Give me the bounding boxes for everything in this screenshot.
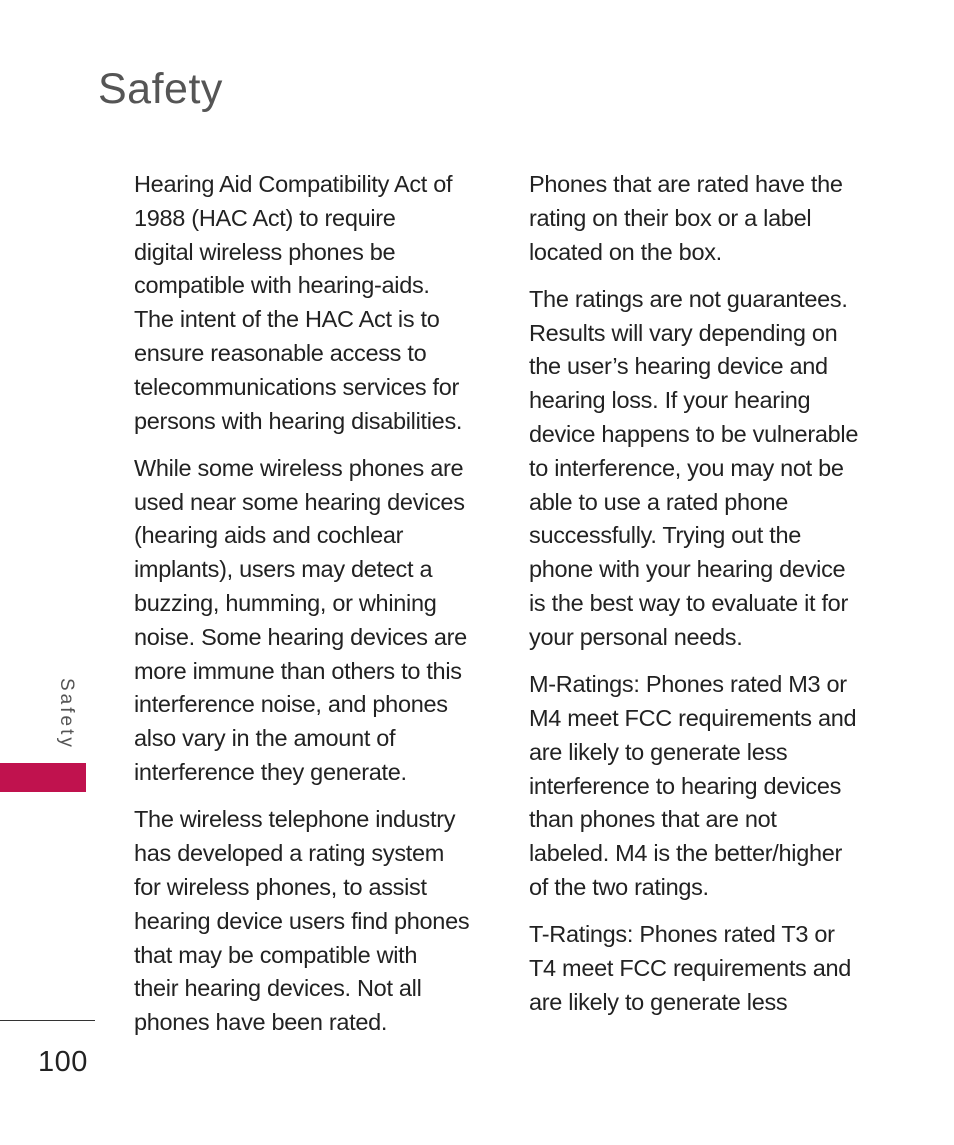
text-line: 1988 (HAC Act) to require — [134, 204, 396, 231]
text-line: are likely to generate less — [529, 738, 788, 765]
text-line: Hearing Aid Compatibility Act of — [134, 171, 453, 197]
text-line: used near some hearing devices — [134, 488, 465, 515]
paragraph — [134, 452, 496, 790]
text-line: While some wireless phones are — [134, 454, 464, 481]
text-line: phones have been rated. — [134, 1009, 388, 1036]
paragraph — [529, 668, 891, 905]
text-line: The ratings are not guarantees. — [529, 285, 848, 312]
text-line: interference to hearing devices — [529, 772, 842, 799]
text-line: interference noise, and phones — [134, 691, 448, 718]
text-line: implants), users may detect a — [134, 556, 433, 583]
paragraph — [529, 168, 891, 269]
text-line: also vary in the amount of — [134, 725, 396, 752]
text-line: hearing device users find phones — [134, 907, 470, 934]
side-section-label: Safety — [56, 678, 77, 750]
text-line: telecommunications services for — [134, 373, 460, 400]
text-line: persons with hearing disabilities. — [134, 407, 463, 434]
text-line: device happens to be vulnerable — [529, 421, 859, 448]
text-line: buzzing, humming, or whining — [134, 590, 437, 617]
text-line: to interference, you may not be — [529, 454, 844, 481]
text-line: phone with your hearing device — [529, 556, 846, 583]
text-line: interference they generate. — [134, 759, 407, 786]
text-line: that may be compatible with — [134, 941, 418, 968]
text-line: M-Ratings: Phones rated M3 or — [529, 671, 847, 698]
text-line: than phones that are not — [529, 806, 777, 833]
page-title: Safety — [98, 65, 223, 113]
text-line: located on the box. — [529, 238, 722, 265]
paragraph — [134, 803, 496, 1040]
text-line: hearing loss. If your hearing — [529, 387, 811, 414]
text-line: ensure reasonable access to — [134, 339, 427, 366]
text-line: The intent of the HAC Act is to — [134, 306, 440, 333]
text-line: Results will vary depending on — [529, 319, 838, 346]
text-line: The wireless telephone industry — [134, 806, 456, 833]
paragraph — [529, 283, 891, 655]
text-line: is the best way to evaluate it for — [529, 590, 848, 617]
text-line: noise. Some hearing devices are — [134, 623, 467, 650]
footer-divider — [0, 1020, 95, 1021]
text-line: successfully. Trying out the — [529, 522, 801, 549]
text-line: of the two ratings. — [529, 873, 709, 900]
text-line: your personal needs. — [529, 623, 743, 650]
text-line: (hearing aids and cochlear — [134, 522, 404, 549]
text-line: for wireless phones, to assist — [134, 873, 427, 900]
text-line: their hearing devices. Not all — [134, 975, 422, 1002]
text-line: able to use a rated phone — [529, 488, 789, 515]
text-line: T-Ratings: Phones rated T3 or — [529, 921, 835, 948]
section-tab-marker — [0, 763, 86, 792]
text-line: has developed a rating system — [134, 840, 445, 867]
left-text-column — [134, 168, 496, 1053]
text-line: the user’s hearing device and — [529, 353, 828, 380]
text-line: more immune than others to this — [134, 657, 462, 684]
text-line: compatible with hearing-aids. — [134, 272, 430, 299]
paragraph — [529, 918, 891, 1019]
page-number: 100 — [38, 1046, 88, 1078]
text-line: M4 meet FCC requirements and — [529, 704, 857, 731]
text-line: digital wireless phones be — [134, 238, 396, 265]
paragraph — [134, 168, 496, 438]
text-line: labeled. M4 is the better/higher — [529, 840, 843, 867]
text-line: are likely to generate less — [529, 988, 788, 1015]
right-text-column — [529, 168, 891, 1033]
text-line: T4 meet FCC requirements and — [529, 955, 852, 982]
text-line: rating on their box or a label — [529, 204, 812, 231]
text-line: Phones that are rated have the — [529, 171, 843, 197]
